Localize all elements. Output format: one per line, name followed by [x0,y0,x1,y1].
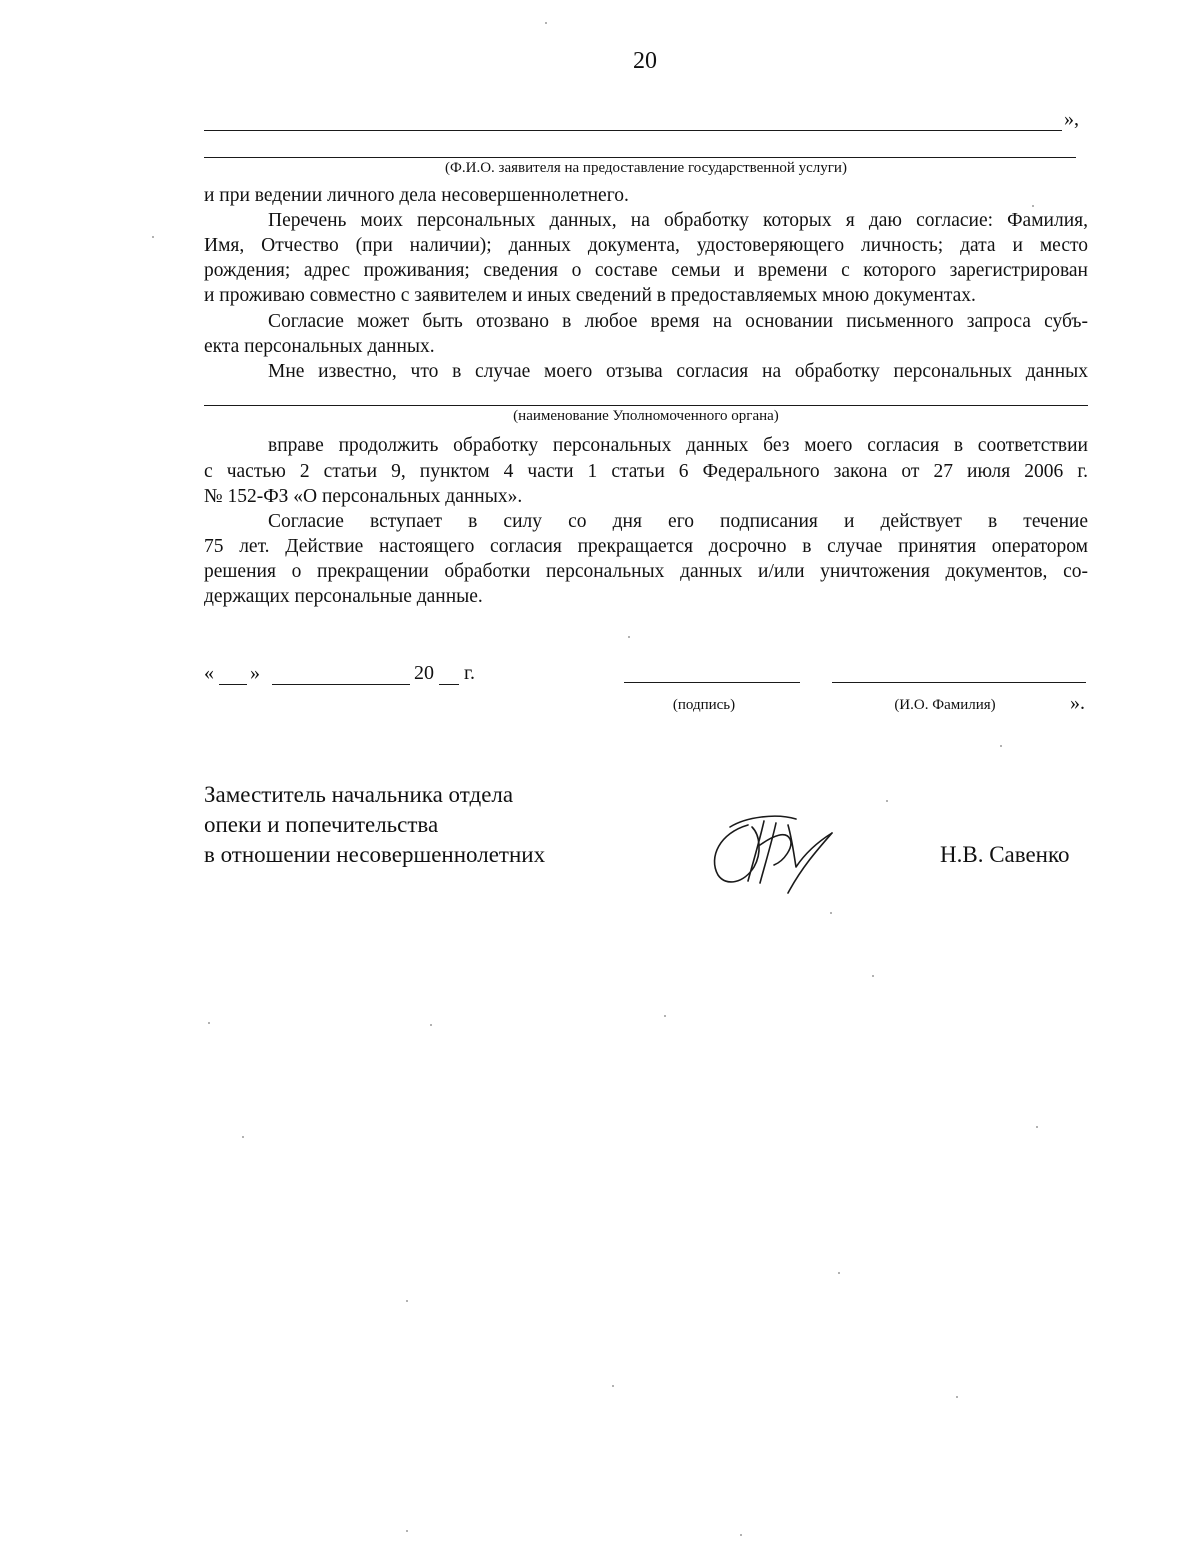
date-month-blank [272,684,410,685]
scan-speck [242,1136,244,1138]
scan-speck [872,975,874,977]
name-blank-line [832,682,1086,683]
body-line-2: Перечень моих персональных данных, на обработку которых я даю согласие: Фамилия, [268,210,1088,231]
date-year-suffix: г. [464,662,475,684]
body-line-4: рождения; адрес проживания; сведения о составе семьи и времени с которого зарегистрирован [204,260,1088,281]
name-caption: (И.О. Фамилия) [894,697,996,713]
scan-speck [664,1015,666,1017]
body-line-14: решения о прекращении обработки персональных данных и/или уничтожения документов, со- [204,561,1088,582]
scan-speck [545,22,547,24]
scan-speck [1036,1126,1038,1128]
body-line-15: держащих персональные данные. [204,586,483,607]
signatory-position-line-1: Заместитель начальника отдела [204,782,514,807]
scan-speck [208,1022,210,1024]
scan-speck [838,1272,840,1274]
date-close-quote: » [250,662,260,684]
signature-blank-line [624,682,800,683]
closing-quote: ». [1070,692,1085,714]
organ-blank-line [204,405,1088,406]
handwritten-signature [700,805,850,905]
signature-caption: (подпись) [672,697,736,713]
scan-speck [628,636,630,638]
body-line-9: вправе продолжить обработку персональных данных без моего согласия в соответствии [268,435,1088,456]
scan-speck [152,236,154,238]
signatory-position-line-3: в отношении несовершеннолетних [204,842,546,867]
signatory-name: Н.В. Савенко [940,842,1070,867]
body-line-13: 75 лет. Действие настоящего согласия прекращается досрочно в случае принятия оператором [204,536,1088,557]
signatory-position-line-2: опеки и попечительства [204,812,439,837]
scan-speck [740,1534,742,1536]
scan-speck [406,1530,408,1532]
date-open-quote: « [204,662,214,684]
body-line-6: Согласие может быть отозвано в любое время на основании письменного запроса субъ- [268,311,1088,332]
scan-speck [1032,205,1034,207]
scan-speck [1000,745,1002,747]
page-number: 20 [633,48,657,74]
scan-speck [430,1024,432,1026]
body-line-12: Согласие вступает в силу со дня его подписания и действует в течение [268,511,1088,532]
body-line-1: и при ведении личного дела несовершеннолетнего. [204,185,629,206]
body-line-3: Имя, Отчество (при наличии); данных документа, удостоверяющего личность; дата и место [204,235,1088,256]
body-line-7: екта персональных данных. [204,336,435,357]
scan-speck [956,1396,958,1398]
organ-caption: (наименование Уполномоченного органа) [513,408,779,424]
date-day-blank [219,684,247,685]
scan-speck [830,912,832,914]
fio-blank-line-1 [204,130,1062,131]
date-year-prefix: 20 [414,662,434,684]
body-line-10: с частью 2 статьи 9, пунктом 4 части 1 статьи 6 Федерального закона от 27 июля 2006 г. [204,461,1088,482]
body-line-5: и проживаю совместно с заявителем и иных сведений в предоставляемых мною документах. [204,285,976,306]
fio-blank-line-2 [204,157,1076,158]
scan-speck [406,1300,408,1302]
scan-speck [612,1385,614,1387]
fio-closing-quote: », [1064,108,1079,130]
body-line-8: Мне известно, что в случае моего отзыва согласия на обработку персональных данных [268,361,1088,382]
body-line-11: № 152-ФЗ «О персональных данных». [204,486,523,507]
date-year-blank [439,684,459,685]
scan-speck [886,800,888,802]
fio-caption: (Ф.И.О. заявителя на предоставление государственной услуги) [445,160,847,176]
